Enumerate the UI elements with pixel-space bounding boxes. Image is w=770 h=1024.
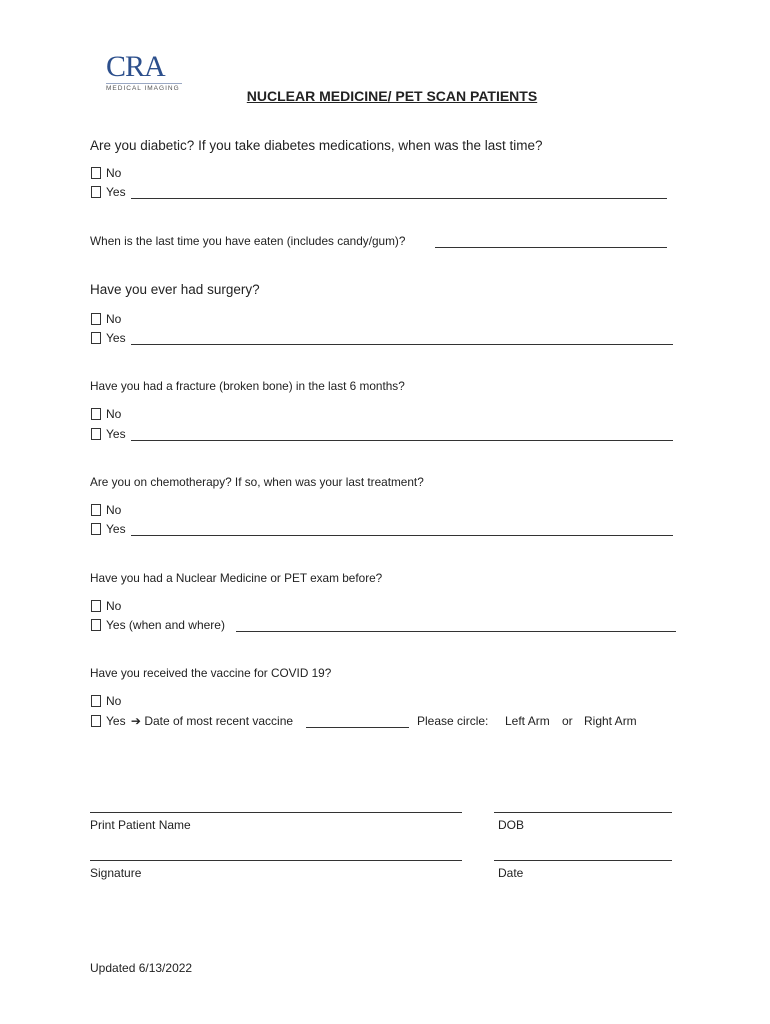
diabetic-yes-option[interactable] bbox=[91, 185, 126, 199]
question-chemo: Are you on chemotherapy? If so, when was your last treatment? bbox=[90, 475, 424, 489]
logo-subtitle: MEDICAL IMAGING bbox=[106, 83, 182, 92]
surgery-no-label: No bbox=[106, 312, 122, 326]
chemo-yes-label: Yes bbox=[106, 522, 126, 536]
diabetic-no-option[interactable] bbox=[91, 166, 121, 180]
question-eaten: When is the last time you have eaten (includes candy/gum)? bbox=[90, 234, 406, 248]
chemo-no-option[interactable] bbox=[91, 503, 121, 517]
or-text: or bbox=[562, 714, 573, 728]
fracture-yes-answer-line[interactable] bbox=[131, 440, 673, 441]
covid-date-label: Date of most recent vaccine bbox=[144, 714, 294, 728]
surgery-yes-checkbox[interactable] bbox=[91, 332, 101, 344]
dob-label: DOB bbox=[498, 818, 525, 832]
fracture-yes-checkbox[interactable] bbox=[91, 428, 101, 440]
question-fracture: Have you had a fracture (broken bone) in the last 6 months? bbox=[90, 379, 405, 393]
nuclear-no-option[interactable] bbox=[91, 599, 121, 613]
left-arm-option[interactable]: Left Arm bbox=[505, 714, 550, 728]
question-diabetic: Are you diabetic? If you take diabetes medications, when was the last time? bbox=[90, 138, 543, 153]
question-surgery: Have you ever had surgery? bbox=[90, 282, 260, 297]
covid-date-answer-line[interactable] bbox=[306, 727, 409, 728]
fracture-yes-label: Yes bbox=[106, 427, 126, 441]
surgery-no-option[interactable] bbox=[91, 312, 121, 326]
covid-no-checkbox[interactable] bbox=[91, 695, 101, 707]
patient-name-line[interactable] bbox=[90, 812, 462, 813]
fracture-no-option[interactable] bbox=[91, 407, 121, 421]
nuclear-yes-checkbox[interactable] bbox=[91, 619, 101, 631]
signature-line[interactable] bbox=[90, 860, 462, 861]
logo-mark: CRA bbox=[106, 50, 165, 83]
surgery-yes-answer-line[interactable] bbox=[131, 344, 673, 345]
nuclear-no-checkbox[interactable] bbox=[91, 600, 101, 612]
chemo-yes-answer-line[interactable] bbox=[131, 535, 673, 536]
chemo-no-label: No bbox=[106, 503, 122, 517]
diabetic-yes-answer-line[interactable] bbox=[131, 198, 667, 199]
diabetic-no-label: No bbox=[106, 166, 122, 180]
question-covid: Have you received the vaccine for COVID 19? bbox=[90, 666, 332, 680]
diabetic-yes-checkbox[interactable] bbox=[91, 186, 101, 198]
fracture-no-label: No bbox=[106, 407, 122, 421]
covid-yes-label: Yes bbox=[106, 714, 126, 728]
right-arm-option[interactable]: Right Arm bbox=[584, 714, 637, 728]
nuclear-no-label: No bbox=[106, 599, 122, 613]
covid-no-label: No bbox=[106, 694, 122, 708]
covid-yes-option[interactable] bbox=[91, 714, 293, 728]
chemo-no-checkbox[interactable] bbox=[91, 504, 101, 516]
surgery-yes-option[interactable] bbox=[91, 331, 126, 345]
page-title: NUCLEAR MEDICINE/ PET SCAN PATIENTS bbox=[246, 88, 538, 104]
updated-date: Updated 6/13/2022 bbox=[90, 961, 193, 975]
chemo-yes-checkbox[interactable] bbox=[91, 523, 101, 535]
fracture-yes-option[interactable] bbox=[91, 427, 126, 441]
date-line[interactable] bbox=[494, 860, 672, 861]
date-label: Date bbox=[498, 866, 524, 880]
signature-label: Signature bbox=[90, 866, 142, 880]
chemo-yes-option[interactable] bbox=[91, 522, 126, 536]
question-nuclear-pet: Have you had a Nuclear Medicine or PET exam before? bbox=[90, 571, 383, 585]
diabetic-no-checkbox[interactable] bbox=[91, 167, 101, 179]
nuclear-yes-label: Yes (when and where) bbox=[106, 618, 225, 632]
fracture-no-checkbox[interactable] bbox=[91, 408, 101, 420]
arrow-right-icon: ➔ bbox=[130, 714, 141, 728]
covid-circle-label: Please circle: bbox=[417, 714, 489, 728]
surgery-no-checkbox[interactable] bbox=[91, 313, 101, 325]
dob-line[interactable] bbox=[494, 812, 672, 813]
surgery-yes-label: Yes bbox=[106, 331, 126, 345]
diabetic-yes-label: Yes bbox=[106, 185, 126, 199]
nuclear-yes-option[interactable] bbox=[91, 618, 225, 632]
covid-yes-checkbox[interactable] bbox=[91, 715, 101, 727]
nuclear-yes-answer-line[interactable] bbox=[236, 631, 676, 632]
print-name-label: Print Patient Name bbox=[90, 818, 191, 832]
eaten-answer-line[interactable] bbox=[435, 247, 667, 248]
covid-no-option[interactable] bbox=[91, 694, 121, 708]
